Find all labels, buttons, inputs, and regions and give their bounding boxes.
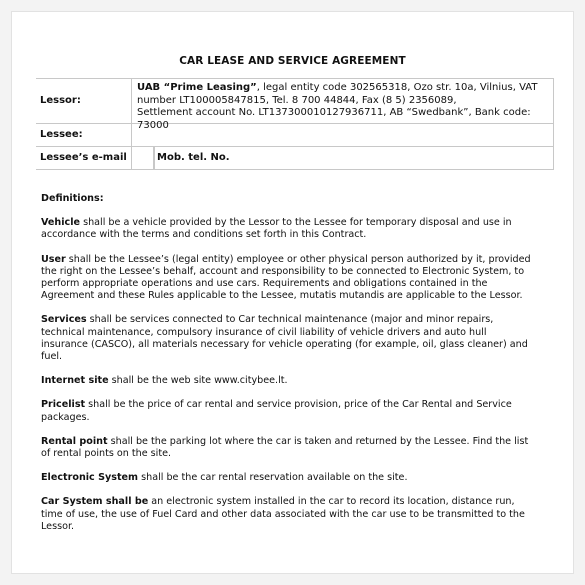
lessee-email-value <box>132 147 154 169</box>
parties-table <box>36 78 554 170</box>
definition-car-system <box>41 496 531 533</box>
definition-electronic-system <box>41 472 531 484</box>
definition-term: Vehicle <box>41 217 81 229</box>
document-page <box>12 12 573 573</box>
definition-text: shall be the Lessee’s (legal entity) employee or other physical person authorized by it, provided the right on the Lessee’s behalf, account and responsibility to be connected to Electronic System, to perform appropriate operations and use cars. Requirements and obligations contained in the Agreement and these Rules applicable to the Lessee, mutatis mutandis are applicable to the Lessor. <box>41 253 531 302</box>
definition-term: Pricelist <box>41 399 86 411</box>
definitions-section <box>41 193 531 545</box>
definition-term: Electronic System <box>41 472 139 484</box>
lessee-email-row <box>36 146 554 170</box>
lessor-name: UAB “Prime Leasing” <box>137 82 257 93</box>
definition-term: Rental point <box>41 435 108 447</box>
lessor-row <box>36 78 554 131</box>
lessor-line-1-rest: , legal entity code 302565318, Ozo str. 10a, Vilnius, VAT <box>256 82 538 93</box>
definition-rental-point <box>41 436 531 460</box>
definition-term: Internet site <box>41 375 109 387</box>
lessee-value <box>132 124 554 146</box>
lessee-row <box>36 123 554 146</box>
definition-text: shall be services connected to Car technical maintenance (major and minor repairs, technical maintenance, compulsory insurance of civil liability of vehicle drivers and auto hull insurance (CASCO), all materials necessary for vehicle operating (for example, oil, glass cleaner) and fuel. <box>41 314 528 363</box>
definition-internet-site <box>41 375 531 387</box>
definition-pricelist <box>41 399 531 423</box>
lessor-details <box>132 79 554 131</box>
lessee-label: Lessee: <box>36 124 132 146</box>
definition-text: an electronic system installed in the car to record its location, distance run, time of use, the use of Fuel Card and other data associated with the car use to be transmitted to the Lessor. <box>41 496 525 532</box>
definitions-heading <box>41 193 531 205</box>
definition-text: shall be a vehicle provided by the Lessor to the Lessee for temporary disposal and use in accordance with the terms and conditions set forth in this Contract. <box>41 217 512 241</box>
lessor-label: Lessor: <box>36 79 132 123</box>
document-title: CAR LEASE AND SERVICE AGREEMENT <box>179 55 406 67</box>
definition-text: shall be the price of car rental and service provision, price of the Car Rental and Service packages. <box>41 399 512 423</box>
definition-user <box>41 254 531 303</box>
lessor-line-1 <box>137 82 553 95</box>
mobile-label: Mob. tel. No. <box>154 147 554 169</box>
definition-text: shall be the car rental reservation available on the site. <box>138 472 408 484</box>
definitions-heading-text: Definitions: <box>41 193 104 204</box>
lessee-email-label: Lessee’s e-mail <box>36 147 132 169</box>
definition-term: Car System shall be <box>41 496 149 508</box>
definition-term: Services <box>41 314 87 326</box>
lessor-line-2: number LT100005847815, Tel. 8 700 44844, Fax (8 5) 2356089, <box>137 94 457 106</box>
definition-services <box>41 314 531 363</box>
definition-vehicle <box>41 217 531 241</box>
definition-term: User <box>41 253 66 265</box>
definition-text: shall be the web site www.citybee.lt. <box>108 375 288 387</box>
definition-text: shall be the parking lot where the car is taken and returned by the Lessee. Find the list of rental points on the site. <box>41 435 529 460</box>
lessor-line-3: Settlement account No. LT137300010127936711, AB “Swedbank”, Bank code: 73000 <box>137 107 531 131</box>
